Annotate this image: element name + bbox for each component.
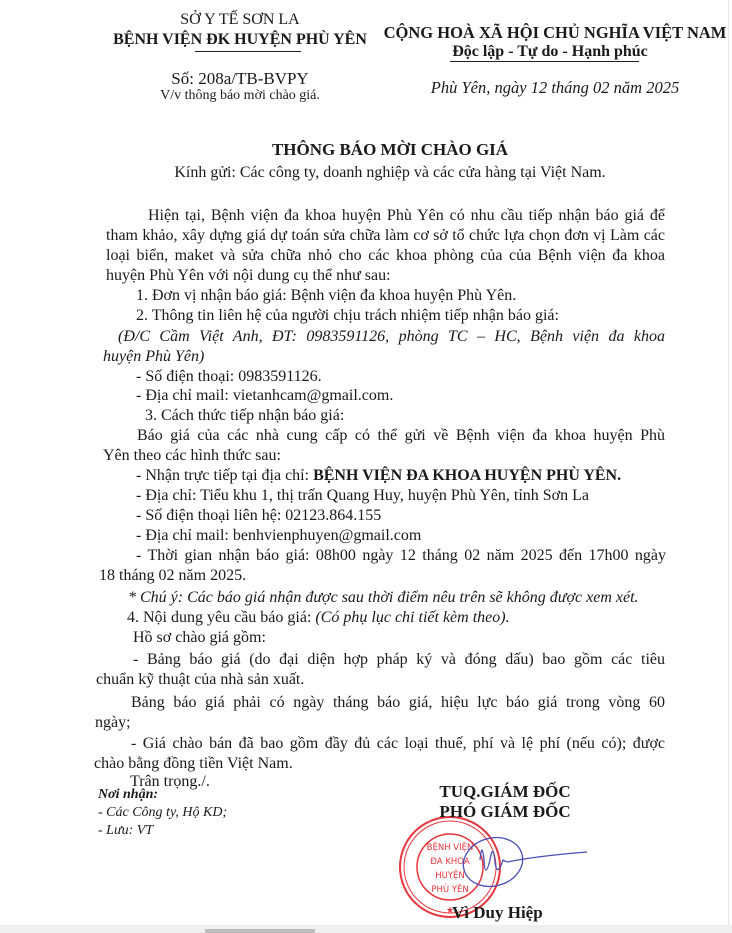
direct-hospital-name: BỆNH VIỆN ĐA KHOA HUYỆN PHÙ YÊN.: [313, 467, 622, 484]
hospital-address: - Địa chỉ: Tiểu khu 1, thị trấn Quang Huy, huyện Phù Yên, tỉnh Sơn La: [136, 487, 590, 504]
contact-phone: - Số điện thoại: 0983591126.: [136, 368, 322, 385]
closing: Trân trọng./.: [130, 773, 210, 790]
page-edge: [728, 0, 729, 925]
dossier-item: - Bảng báo giá (do đại diện hợp pháp ký và đóng dấu) bao gồm các tiêu: [133, 651, 665, 668]
national-title: CỘNG HOÀ XÃ HỘI CHỦ NGHĨA VIỆT NAM: [383, 23, 727, 42]
horizontal-scrollbar[interactable]: [0, 925, 732, 933]
scrollbar-thumb[interactable]: [205, 929, 315, 933]
svg-text:★: ★: [445, 906, 455, 916]
contact-person-cont: huyện Phù Yên): [103, 348, 205, 365]
dossier-item-cont: ngày;: [95, 714, 131, 731]
note: * Chú ý: Các báo giá nhận được sau thời điểm nêu trên sẽ không được xem xét.: [128, 589, 639, 606]
paragraph-line: Hiện tại, Bệnh viện đa khoa huyện Phù Yên có nhu cầu tiếp nhận báo giá để: [148, 207, 665, 224]
recipient-item: - Các Công ty, Hộ KD;: [98, 805, 228, 820]
hospital-phone: - Số điện thoại liên hệ: 02123.864.155: [136, 507, 382, 524]
direct-submission: [136, 466, 621, 486]
paragraph-line: Yên theo các hình thức sau:: [103, 447, 281, 464]
divider: [450, 61, 639, 62]
item4-appendix: (Có phụ lục chi tiết kèm theo).: [315, 609, 510, 626]
dossier-item-cont: chuẩn kỹ thuật của nhà sản xuất.: [96, 671, 305, 688]
document-title: THÔNG BÁO MỜI CHÀO GIÁ: [271, 140, 509, 159]
submission-time-cont: 18 tháng 02 năm 2025.: [99, 567, 247, 584]
list-item-4: [127, 608, 510, 628]
paragraph-line: tham khảo, xây dựng giá dự toán sửa chữa làm cơ sở tổ chức lựa chọn đơn vị Làm các: [106, 227, 665, 244]
ministry-name: SỞ Y TẾ SƠN LA: [180, 11, 300, 28]
contact-person: (Đ/C Cầm Việt Anh, ĐT: 0983591126, phòng TC – HC, Bệnh viện đa khoa: [118, 328, 665, 345]
signatory-position: PHÓ GIÁM ĐỐC: [439, 802, 571, 821]
paragraph-line: Báo giá của các nhà cung cấp có thể gửi về Bệnh viện đa khoa huyện Phù: [137, 427, 665, 444]
signature-icon: [458, 831, 587, 893]
dossier-item: Bảng báo giá phải có ngày tháng báo giá, hiệu lực báo giá trong vòng 60: [131, 694, 665, 711]
list-item-3: 3. Cách thức tiếp nhận báo giá:: [145, 407, 345, 424]
document-number: Số: 208a/TB-BVPY: [171, 69, 309, 88]
paragraph-line: huyện Phù Yên với nội dung cụ thể như sau:: [106, 267, 391, 284]
svg-text:ĐA KHOA: ĐA KHOA: [430, 857, 470, 867]
hospital-name: BỆNH VIỆN ĐK HUYỆN PHÙ YÊN: [113, 31, 367, 48]
place-date: Phù Yên, ngày 12 tháng 02 năm 2025: [430, 78, 680, 97]
national-motto: Độc lập - Tự do - Hạnh phúc: [452, 43, 648, 60]
svg-text:PHÙ YÊN: PHÙ YÊN: [431, 885, 469, 895]
svg-text:HUYỆN: HUYỆN: [435, 871, 465, 881]
dossier-item: - Giá chào bán đã bao gồm đầy đủ các loại thuế, phí và lệ phí (nếu có); được: [131, 735, 665, 752]
recipient-item: - Lưu: VT: [98, 823, 154, 838]
divider: [195, 51, 301, 52]
dossier-item-cont: chào bằng đồng tiền Việt Nam.: [94, 755, 293, 772]
hospital-email: - Địa chỉ mail: benhvienphuyen@gmail.com: [136, 527, 422, 544]
list-item-2: 2. Thông tin liên hệ của người chịu trách nhiệm tiếp nhận báo giá:: [136, 307, 559, 324]
signatory-name: Vì Duy Hiệp: [452, 903, 543, 922]
contact-email: - Địa chỉ mail: vietanhcam@gmail.com.: [136, 387, 394, 404]
list-item-1: 1. Đơn vị nhận báo giá: Bệnh viện đa khoa huyện Phù Yên.: [136, 287, 517, 304]
recipient-line: Kính gửi: Các công ty, doanh nghiệp và các cửa hàng tại Việt Nam.: [174, 164, 606, 181]
recipients-label: Nơi nhận:: [98, 787, 159, 802]
dossier-heading: Hồ sơ chào giá gồm:: [133, 629, 266, 646]
direct-prefix: - Nhận trực tiếp tại địa chỉ:: [136, 467, 314, 484]
svg-text:BỆNH VIỆN: BỆNH VIỆN: [426, 843, 474, 853]
submission-time: - Thời gian nhận báo giá: 08h00 ngày 12 tháng 02 năm 2025 đến 17h00 ngày: [136, 547, 666, 564]
paragraph-line: loại biển, maket và sửa chữa nhỏ cho các khoa phòng của của Bệnh viện đa khoa: [106, 247, 665, 264]
signatory-title: TUQ.GIÁM ĐỐC: [439, 782, 571, 801]
document-subject: V/v thông báo mời chào giá.: [160, 88, 320, 103]
item4-label: 4. Nội dung yêu cầu báo giá:: [127, 609, 316, 626]
